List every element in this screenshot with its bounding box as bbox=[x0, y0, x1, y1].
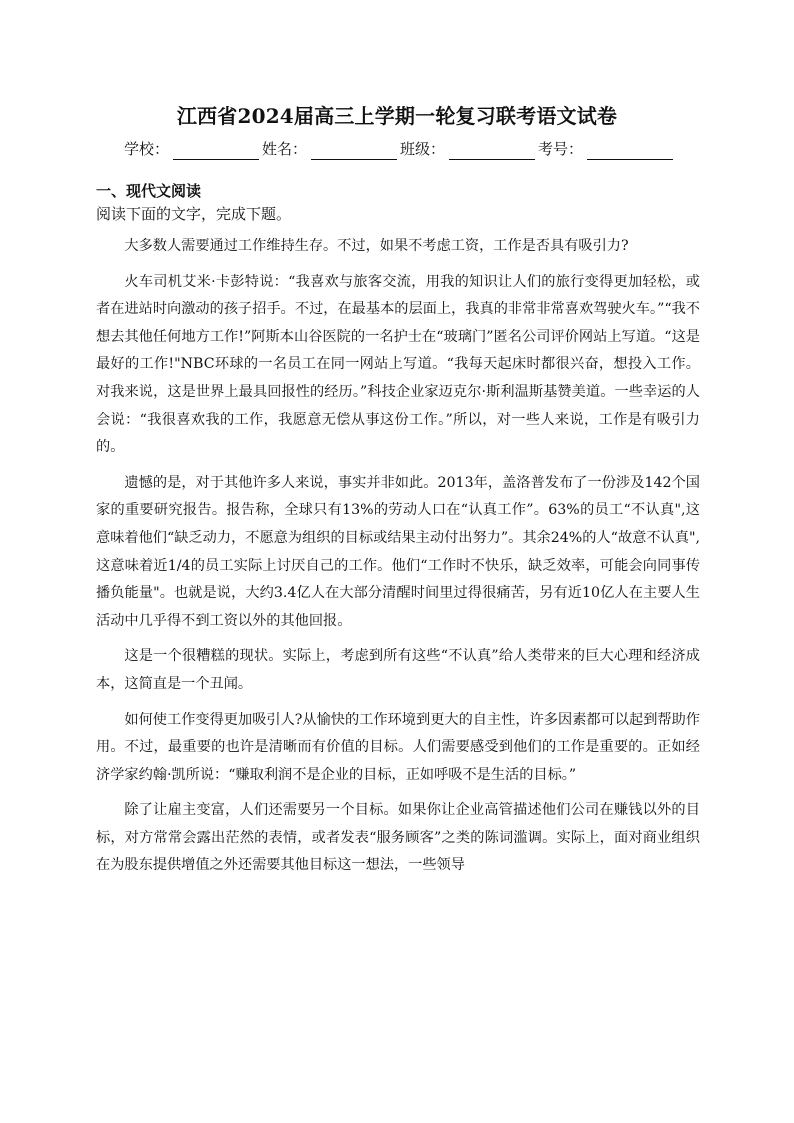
passage-paragraph: 如何使工作变得更加吸引人?从愉快的工作环境到更大的自主性，许多因素都可以起到帮助作用。不过，最重要的也许是清晰而有价值的目标。人们需要感受到他们的工作是重要的。正如经济学家约翰·凯所说：“赚取利润不是企业的目标，正如呼吸不是生活的目标。” bbox=[96, 711, 700, 783]
passage-paragraph: 除了让雇主变富，人们还需要另一个目标。如果你让企业高管描述他们公司在赚钱以外的目标，对方常常会露出茫然的表情，或者发表“服务顾客”之类的陈词滥调。实际上，面对商业组织在为股东提供增值之外还需要其他目标这一想法，一些领导 bbox=[96, 802, 700, 874]
school-blank[interactable] bbox=[173, 141, 259, 160]
passage-paragraph: 遗憾的是，对于其他许多人来说，事实并非如此。2013年，盖洛普发布了一份涉及142个国家的重要研究报告。报告称，全球只有13%的劳动人口在“认真工作”。63%的员工“不认真",这意味着他们“缺乏动力，不愿意为组织的目标或结果主动付出努力”。其余24%的人“故意不认真",这意味着近1/4的员工实际上讨厌自己的工作。他们“工作时不快乐，缺乏效率，可能会向同事传播负能量"。也就是说，大约3.4亿人在大部分清醒时间里过得很痛苦，另有近10亿人在主要人生活动中几乎得不到工资以外的其他回报。 bbox=[96, 474, 700, 629]
section-heading: 一、现代文阅读 bbox=[96, 182, 202, 200]
exam-number-label: 考号： bbox=[538, 140, 584, 158]
exam-number-blank[interactable] bbox=[587, 141, 673, 160]
school-field bbox=[124, 138, 262, 160]
class-blank[interactable] bbox=[449, 141, 535, 160]
reading-instruction: 阅读下面的文字，完成下题。 bbox=[96, 205, 292, 223]
class-label: 班级： bbox=[400, 140, 446, 158]
exam-number-field bbox=[538, 138, 676, 160]
name-blank[interactable] bbox=[311, 141, 397, 160]
student-info-line bbox=[124, 134, 676, 160]
class-field bbox=[400, 138, 538, 160]
name-field bbox=[262, 138, 400, 160]
school-label: 学校： bbox=[124, 140, 170, 158]
reading-passage bbox=[96, 233, 700, 888]
passage-paragraph: 大多数人需要通过工作维持生存。不过，如果不考虑工资，工作是否具有吸引力? bbox=[124, 238, 629, 254]
passage-paragraph: 火车司机艾米·卡彭特说：“我喜欢与旅客交流，用我的知识让人们的旅行变得更加轻松，或者在进站时向激动的孩子招手。不过，在最基本的层面上，我真的非常非常喜欢驾驶火车。”“我不想去其他任何地方工作!”阿斯本山谷医院的一名护士在“玻璃门”匿名公司评价网站上写道。“这是最好的工作!"NBC环球的一名员工在同一网站上写道。“我每天起床时都很兴奋，想投入工作。对我来说，这是世界上最具回报性的经历。”科技企业家迈克尔·斯利温斯基赞美道。一些幸运的人会说：“我很喜欢我的工作，我愿意无偿从事这份工作。”所以，对一些人来说，工作是有吸引力的。 bbox=[96, 273, 700, 456]
passage-paragraph: 这是一个很糟糕的现状。实际上，考虑到所有这些“不认真”给人类带来的巨大心理和经济成本，这简直是一个丑闻。 bbox=[96, 648, 700, 692]
exam-title: 江西省2024届高三上学期一轮复习联考语文试卷 bbox=[176, 104, 618, 128]
name-label: 姓名： bbox=[262, 140, 308, 158]
